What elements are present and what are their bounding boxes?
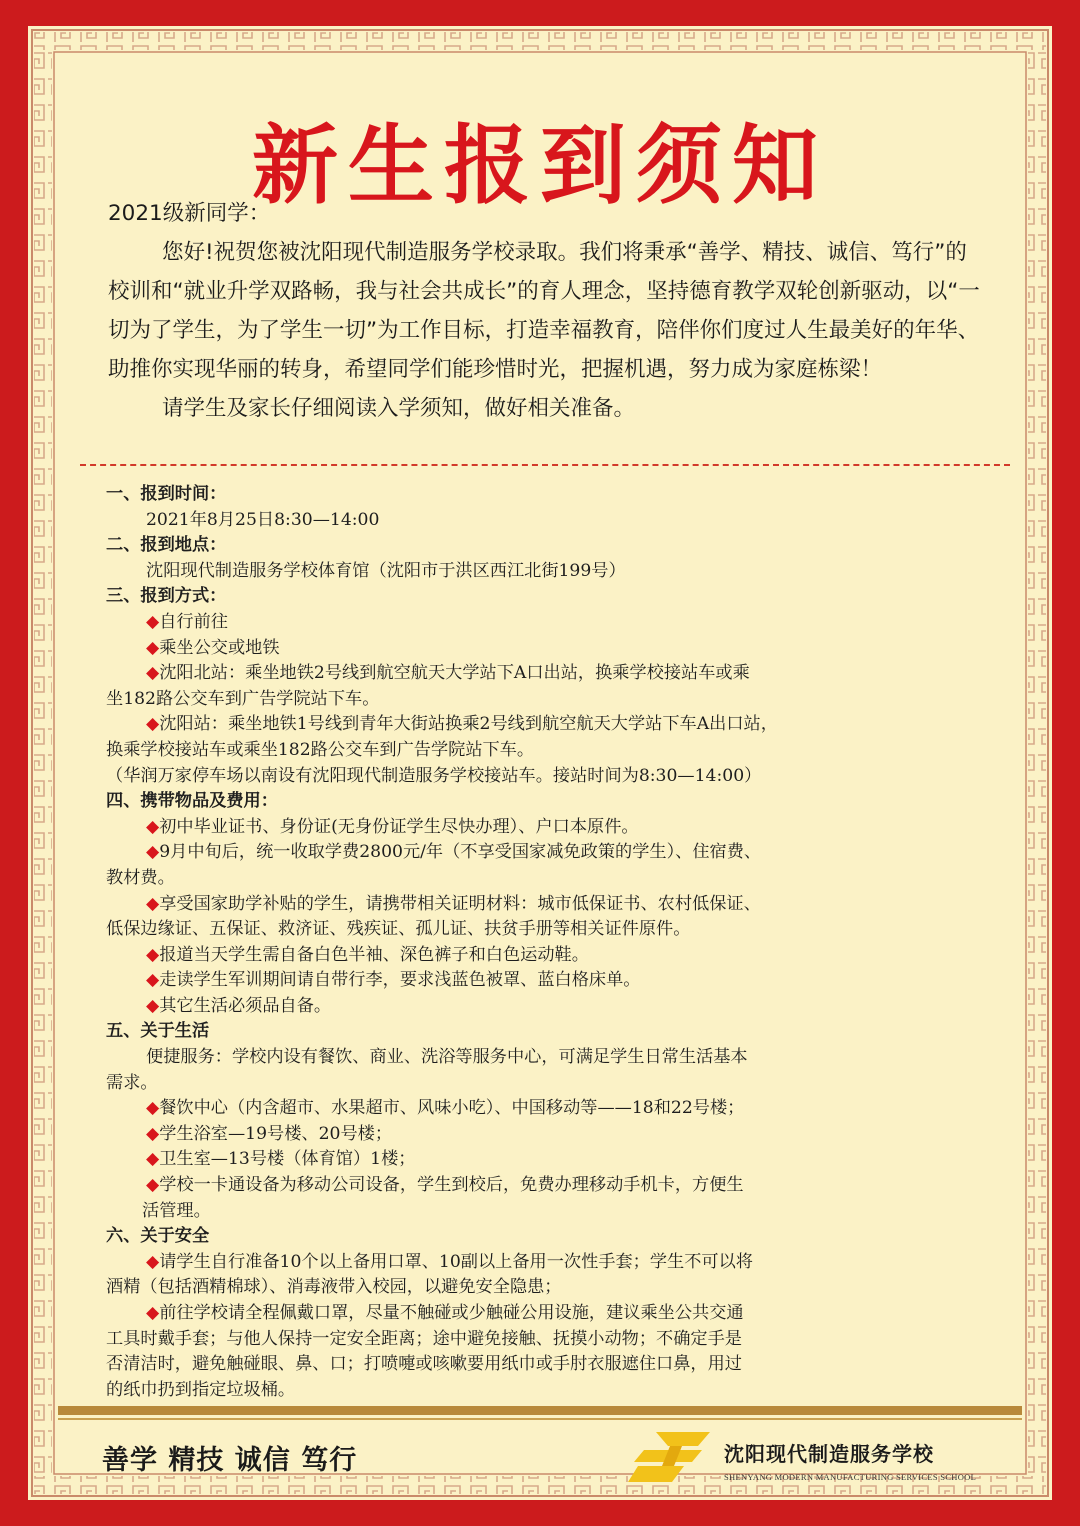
school-name-en: SHENYANG MODERN MANUFACTURING SERVICES SCHOOL: [724, 1472, 977, 1482]
greeting: 2021级新同学：: [108, 201, 271, 226]
list-item-continued: 教材费。: [106, 867, 175, 888]
list-item-continued: 坐182路公交车到广告学院站下车。: [106, 688, 380, 709]
notice-body: [106, 482, 986, 1403]
notice-paper: [28, 26, 1052, 1500]
section-heading-method: 三、报到方式：: [106, 586, 227, 607]
section-heading-time: 一、报到时间：: [106, 484, 227, 504]
list-item: ◆请学生自行准备10个以上备用口罩、10副以上备用一次性手套；学生不可以将: [146, 1251, 753, 1272]
list-item-continued: 的纸巾扔到指定垃圾桶。: [106, 1379, 296, 1400]
report-place: 沈阳现代制造服务学校体育馆（沈阳市于洪区西江北街199号）: [146, 560, 626, 581]
diamond-bullet-icon: ◆: [146, 1175, 160, 1196]
dashed-divider: [80, 464, 1010, 466]
list-item: ◆学生浴室—19号楼、20号楼；: [146, 1123, 393, 1144]
diamond-bullet-icon: ◆: [146, 1098, 160, 1119]
diamond-bullet-icon: ◆: [146, 1303, 160, 1323]
diamond-bullet-icon: ◆: [146, 995, 160, 1016]
section-heading-life: 五、关于生活: [106, 1021, 210, 1042]
diamond-bullet-icon: ◆: [146, 1149, 160, 1170]
list-item-continued: 换乘学校接站车或乘坐182路公交车到广告学院站下车。: [106, 739, 535, 760]
diamond-bullet-icon: ◆: [146, 842, 160, 863]
school-logo-icon: [626, 1428, 712, 1486]
school-motto: 善学 精技 诚信 笃行: [102, 1445, 358, 1476]
list-item-continued: 酒精（包括酒精棉球）、消毒液带入校园，以避免安全隐患；: [106, 1277, 562, 1298]
diamond-bullet-icon: ◆: [146, 611, 160, 632]
diamond-bullet-icon: ◆: [146, 1123, 160, 1144]
shuttle-note: （华润万家停车场以南设有沈阳现代制造服务学校接站车。接站时间为8:30—14:00）: [106, 765, 762, 786]
footer-gold-line: [58, 1418, 1022, 1420]
report-time: 2021年8月25日8:30—14:00: [146, 509, 380, 530]
list-item: ◆沈阳站：乘坐地铁1号线到青年大街站换乘2号线到航空航天大学站下车A出口站，: [146, 714, 778, 735]
list-item: ◆走读学生军训期间请自带行李，要求浅蓝色被罩、蓝白格床单。: [146, 970, 641, 991]
section-heading-items: 四、携带物品及费用：: [106, 791, 278, 812]
diamond-bullet-icon: ◆: [146, 893, 160, 914]
intro-letter: [108, 194, 988, 428]
list-item: ◆乘坐公交或地铁: [146, 637, 280, 658]
list-item-continued: 活管理。: [142, 1200, 211, 1221]
diamond-bullet-icon: ◆: [146, 714, 160, 735]
footer-gold-bar: [58, 1406, 1022, 1415]
diamond-bullet-icon: ◆: [146, 944, 160, 965]
list-item-continued: 工具时戴手套；与他人保持一定安全距离；途中避免接触、抚摸小动物；不确定手是: [106, 1328, 742, 1349]
diamond-bullet-icon: ◆: [146, 816, 160, 837]
page-title: 新生报到须知: [252, 115, 828, 216]
section-heading-safety: 六、关于安全: [106, 1226, 210, 1247]
list-item: ◆自行前往: [146, 611, 228, 632]
list-item: ◆享受国家助学补贴的学生，请携带相关证明材料：城市低保证书、农村低保证、: [146, 893, 761, 914]
section-heading-place: 二、报到地点：: [106, 535, 227, 556]
list-item: ◆卫生室—13号楼（体育馆）1楼；: [146, 1149, 416, 1170]
life-intro-continued: 需求。: [106, 1072, 158, 1093]
list-item: ◆学校一卡通设备为移动公司设备，学生到校后，免费办理移动手机卡，方便生: [146, 1175, 744, 1196]
list-item: ◆报道当天学生需自备白色半袖、深色裤子和白色运动鞋。: [146, 944, 589, 965]
diamond-bullet-icon: ◆: [146, 970, 160, 991]
diamond-bullet-icon: ◆: [146, 637, 160, 658]
list-item: ◆其它生活必须品自备。: [146, 995, 332, 1016]
list-item: ◆初中毕业证书、身份证(无身份证学生尽快办理）、户口本原件。: [146, 816, 639, 837]
list-item: ◆沈阳北站：乘坐地铁2号线到航空航天大学站下A口出站，换乘学校接站车或乘: [146, 663, 750, 684]
intro-reminder: 请学生及家长仔细阅读入学须知，做好相关准备。: [162, 396, 636, 421]
list-item: ◆餐饮中心（内含超市、水果超市、风味小吃）、中国移动等——18和22号楼；: [146, 1098, 745, 1119]
diamond-bullet-icon: ◆: [146, 663, 160, 684]
list-item-continued: 否清洁时，避免触碰眼、鼻、口；打喷嚏或咳嗽要用纸巾或手肘衣服遮住口鼻，用过: [106, 1354, 742, 1375]
school-name-cn: 沈阳现代制造服务学校: [724, 1442, 934, 1466]
intro-paragraph: 您好!祝贺您被沈阳现代制造服务学校录取。我们将秉承“善学、精技、诚信、笃行”的校训和“就业升学双路畅，我与社会共成长”的育人理念，坚持德育教学双轮创新驱动，以“一切为了学生，为了学生一切”为工作目标，打造幸福教育，陪伴你们度过人生最美好的年华、助推你实现华丽的转身，希望同学们能珍惜时光，把握机遇，努力成为家庭栋梁！: [108, 240, 980, 382]
list-item: ◆前往学校请全程佩戴口罩，尽量不触碰或少触碰公用设施，建议乘坐公共交通: [146, 1303, 744, 1323]
diamond-bullet-icon: ◆: [146, 1251, 160, 1272]
list-item: ◆9月中旬后，统一收取学费2800元/年（不享受国家减免政策的学生）、住宿费、: [146, 842, 762, 863]
life-intro: 便捷服务：学校内设有餐饮、商业、洗浴等服务中心，可满足学生日常生活基本: [146, 1047, 748, 1068]
list-item-continued: 低保边缘证、五保证、救济证、残疾证、孤儿证、扶贫手册等相关证件原件。: [106, 919, 691, 940]
